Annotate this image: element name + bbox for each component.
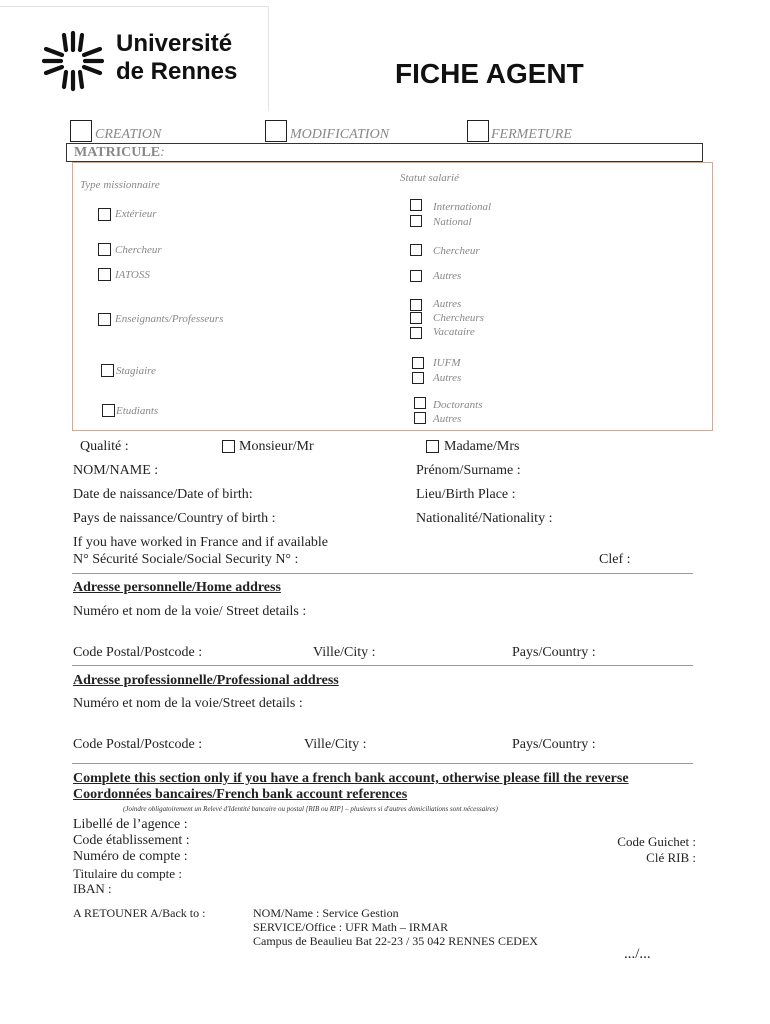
return-line-2: SERVICE/Office : UFR Math – IRMAR	[253, 920, 449, 934]
nationality-label: Nationalité/Nationality :	[416, 511, 553, 526]
home-city-label: Ville/City :	[313, 645, 376, 660]
guichet-label: Code Guichet :	[617, 834, 696, 849]
creation-label: CREATION	[95, 127, 162, 142]
chercheur-label: Chercheur	[115, 244, 162, 256]
type-missionnaire-label: Type missionnaire	[80, 179, 160, 191]
autres-4-checkbox[interactable]	[414, 412, 426, 424]
iban-label: IBAN :	[73, 881, 112, 896]
professional-address-heading: Adresse professionnelle/Professional address	[73, 673, 339, 688]
compte-label: Numéro de compte :	[73, 849, 188, 864]
status-section	[72, 162, 713, 431]
logo-line1: Université	[116, 30, 233, 57]
creation-checkbox[interactable]	[70, 120, 92, 142]
enseignants-label: Enseignants/Professeurs	[115, 313, 224, 325]
titulaire-label: Titulaire du compte :	[73, 866, 182, 881]
pro-country-label: Pays/Country :	[512, 737, 596, 752]
iatoss-label: IATOSS	[115, 269, 150, 281]
madame-label: Madame/Mrs	[444, 439, 520, 454]
nom-label: NOM/NAME :	[73, 463, 159, 478]
social-security-label: N° Sécurité Sociale/Social Security N° :	[73, 552, 299, 567]
international-checkbox[interactable]	[410, 199, 422, 211]
autres-2-label: Autres	[433, 298, 462, 310]
enseignants-checkbox[interactable]	[98, 313, 111, 326]
doctorants-label: Doctorants	[433, 399, 483, 411]
home-street-label: Numéro et nom de la voie/ Street details :	[73, 604, 307, 619]
modification-checkbox[interactable]	[265, 120, 287, 142]
autres-3-label: Autres	[433, 372, 462, 384]
statut-chercheur-checkbox[interactable]	[410, 244, 422, 256]
monsieur-label: Monsieur/Mr	[239, 439, 314, 454]
national-label: National	[433, 216, 472, 228]
logo-line2: de Rennes	[116, 58, 238, 85]
vacataire-checkbox[interactable]	[410, 327, 422, 339]
pro-street-label: Numéro et nom de la voie/Street details :	[73, 696, 303, 711]
vacataire-label: Vacataire	[433, 326, 475, 338]
autres-label: Autres	[433, 270, 462, 282]
chercheurs-checkbox[interactable]	[410, 312, 422, 324]
international-label: International	[433, 201, 492, 213]
statut-chercheur-label: Chercheur	[433, 245, 480, 257]
chercheurs-label: Chercheurs	[433, 312, 484, 324]
home-postcode-label: Code Postal/Postcode :	[73, 645, 203, 660]
home-address-heading: Adresse personnelle/Home address	[73, 580, 281, 595]
autres-2-checkbox[interactable]	[410, 299, 422, 311]
exterieur-checkbox[interactable]	[98, 208, 111, 221]
return-line-3: Campus de Beaulieu Bat 22-23 / 35 042 RENNES CEDEX	[253, 934, 538, 948]
page-title: FICHE AGENT	[395, 58, 584, 89]
bank-details-heading: Coordonnées bancaires/French bank account references	[73, 787, 408, 802]
divider	[72, 763, 693, 764]
university-logo-icon	[42, 30, 104, 92]
divider	[72, 573, 693, 574]
qualite-label: Qualité :	[80, 439, 129, 454]
autres-3-checkbox[interactable]	[412, 372, 424, 384]
modification-label: MODIFICATION	[290, 127, 390, 142]
birth-country-label: Pays de naissance/Country of birth :	[73, 511, 276, 526]
bank-note: (Joindre obligatoirement un Relevé d'Identité bancaire ou postal [RIB ou RIP] – plusieurs si d'autres domiciliations sont nécessaires)	[123, 805, 498, 813]
doctorants-checkbox[interactable]	[414, 397, 426, 409]
prenom-label: Prénom/Surname :	[416, 463, 521, 478]
return-label: A RETOUNER A/Back to :	[73, 906, 206, 920]
fermeture-label: FERMETURE	[491, 127, 572, 142]
agence-label: Libellé de l’agence :	[73, 817, 188, 832]
pro-postcode-label: Code Postal/Postcode :	[73, 737, 203, 752]
dob-label: Date de naissance/Date of birth:	[73, 487, 253, 502]
pro-city-label: Ville/City :	[304, 737, 367, 752]
stagiaire-label: Stagiaire	[116, 365, 156, 377]
worked-in-france-label: If you have worked in France and if available	[73, 535, 329, 550]
iufm-label: IUFM	[433, 357, 461, 369]
autres-4-label: Autres	[433, 413, 462, 425]
cle-rib-label: Clé RIB :	[646, 850, 696, 865]
iatoss-checkbox[interactable]	[98, 268, 111, 281]
etablissement-label: Code établissement :	[73, 833, 190, 848]
stagiaire-checkbox[interactable]	[101, 364, 114, 377]
bank-section-heading: Complete this section only if you have a french bank account, otherwise please fill the reverse	[73, 771, 629, 786]
return-line-1: NOM/Name : Service Gestion	[253, 906, 399, 920]
home-country-label: Pays/Country :	[512, 645, 596, 660]
iufm-checkbox[interactable]	[412, 357, 424, 369]
monsieur-checkbox[interactable]	[222, 440, 235, 453]
etudiants-checkbox[interactable]	[102, 404, 115, 417]
matricule-label: MATRICULE:	[74, 145, 165, 160]
birthplace-label: Lieu/Birth Place :	[416, 487, 516, 502]
autres-checkbox[interactable]	[410, 270, 422, 282]
divider	[72, 665, 693, 666]
chercheur-checkbox[interactable]	[98, 243, 111, 256]
continuation-marker: .../...	[624, 946, 651, 962]
clef-label: Clef :	[599, 552, 631, 567]
etudiants-label: Etudiants	[116, 405, 159, 417]
statut-salarie-label: Statut salarié	[400, 172, 459, 184]
fermeture-checkbox[interactable]	[467, 120, 489, 142]
national-checkbox[interactable]	[410, 215, 422, 227]
exterieur-label: Extérieur	[115, 208, 157, 220]
madame-checkbox[interactable]	[426, 440, 439, 453]
